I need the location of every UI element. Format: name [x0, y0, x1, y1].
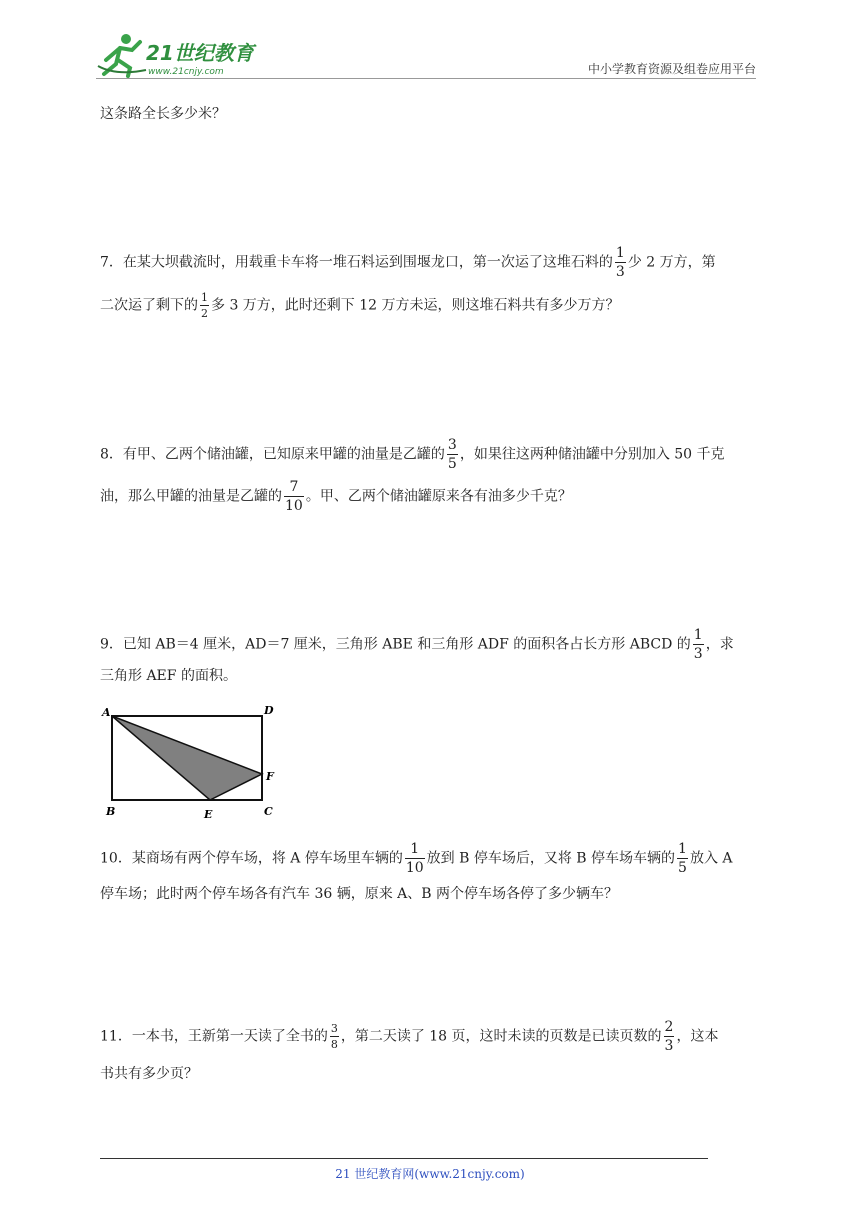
- fraction: $\frac{1}{2}$: [201, 291, 208, 320]
- q7-line2: 二次运了剩下的 $\frac{1}{2}$ 多 3 万方，此时还剩下 12 万方未运，则这堆石料共有多少万方？: [100, 291, 620, 320]
- shaded-triangle-aef: [112, 716, 262, 800]
- q11-line2: 书共有多少页？: [100, 1066, 198, 1082]
- footer-link[interactable]: 21 世纪教育网(www.21cnjy.com): [335, 1167, 525, 1181]
- fraction: $\frac{3}{5}$: [447, 437, 457, 472]
- fraction: $\frac{7}{10}$: [285, 479, 303, 514]
- label-b: B: [106, 805, 116, 818]
- q8-line1: 8．有甲、乙两个储油罐，已知原来甲罐的油量是乙罐的 $\frac{3}{5}$ ，如果往这两种储油罐中分别加入 50 千克: [100, 437, 725, 472]
- q10-line2: 停车场；此时两个停车场各有汽车 36 辆，原来 A、B 两个停车场各停了多少辆车？: [100, 886, 619, 902]
- q8-line2: 油，那么甲罐的油量是乙罐的 $\frac{7}{10}$ 。甲、乙两个储油罐原来各有油多少千克？: [100, 479, 572, 514]
- runner-icon: [98, 34, 146, 76]
- rectangle-figure: [100, 700, 285, 825]
- fraction: $\frac{1}{5}$: [678, 841, 687, 876]
- footer-divider: [100, 1158, 708, 1159]
- fraction: $\frac{3}{8}$: [330, 1022, 338, 1051]
- platform-name: 中小学教育资源及组卷应用平台: [587, 62, 756, 76]
- label-a: A: [102, 706, 111, 719]
- q11-line1: 11．一本书，王新第一天读了全书的 $\frac{3}{8}$ ，第二天读了 18 页，这时未读的页数是已读页数的 $\frac{2}{3}$ ，这本: [100, 1019, 719, 1054]
- label-c: C: [264, 805, 273, 818]
- fraction: $\frac{2}{3}$: [664, 1019, 674, 1054]
- site-logo: [96, 30, 266, 80]
- label-f: F: [266, 770, 274, 783]
- q9-line1: 9．已知 AB＝4 厘米，AD＝7 厘米，三角形 ABE 和三角形 ADF 的面积各占长方形 ABCD 的 $\frac{1}{3}$ ，求: [100, 627, 734, 662]
- svg-text:21世纪教育: 21世纪教育: [146, 41, 254, 65]
- header-divider: [96, 78, 756, 79]
- q9-line2: 三角形 AEF 的面积。: [100, 668, 237, 684]
- label-e: E: [204, 808, 213, 821]
- fraction: $\frac{1}{10}$: [405, 841, 424, 876]
- fraction: $\frac{1}{3}$: [693, 627, 703, 662]
- label-d: D: [264, 704, 274, 717]
- q7-line1: 7．在某大坝截流时，用载重卡车将一堆石料运到围堰龙口，第一次运了这堆石料的 $\frac{1}{3}$ 少 2 万方，第: [100, 245, 716, 280]
- fraction: $\frac{1}{3}$: [615, 245, 625, 280]
- q10-line1: 10．某商场有两个停车场，将 A 停车场里车辆的 $\frac{1}{10}$ 放到 B 停车场后，又将 B 停车场车辆的 $\frac{1}{5}$ 放入 A: [100, 841, 733, 876]
- svg-text:www.21cnjy.com: www.21cnjy.com: [148, 67, 224, 77]
- q6-tail: 这条路全长多少米？: [100, 106, 226, 122]
